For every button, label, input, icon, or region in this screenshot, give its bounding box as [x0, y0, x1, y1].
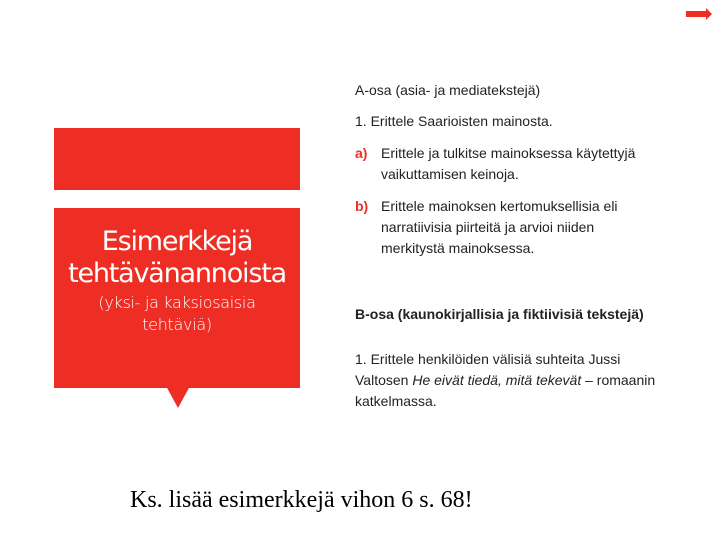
panel-subtitle: (yksi- ja kaksiosaisia tehtäviä): [98, 293, 256, 334]
accent-strip: [54, 128, 300, 190]
panel-title: Esimerkkejä tehtävänannoista: [68, 226, 286, 289]
part-a-task: 1. Erittele Saarioisten mainosta.: [355, 113, 553, 129]
novel-title: He eivät tiedä, mitä tekevät: [412, 372, 582, 388]
panel-pointer: [166, 386, 190, 408]
part-a-item-b: [355, 196, 685, 259]
item-a-label: a): [355, 145, 368, 161]
part-a-item-a: [355, 143, 685, 185]
item-b-text: Erittele mainoksen kertomuksellisia eli narratiivisia piirteitä ja arvioi niiden merkitystä mainoksessa.: [381, 198, 618, 256]
part-b-heading: B-osa (kaunokirjallisia ja fiktiivisiä tekstejä): [355, 306, 644, 322]
footer-note: Ks. lisää esimerkkejä vihon 6 s. 68!: [130, 487, 473, 513]
chevron-right-arrows-icon: [686, 8, 712, 20]
item-b-label: b): [355, 198, 369, 214]
item-a-text: Erittele ja tulkitse mainoksessa käytettyjä vaikuttamisen keinoja.: [381, 145, 636, 182]
part-a-heading: A-osa (asia- ja mediatekstejä): [355, 82, 541, 98]
part-b-task: 1. Erittele henkilöiden välisiä suhteita Jussi Valtosen He eivät tiedä, mitä tekevät – romaanin katkelmassa.: [355, 351, 656, 409]
